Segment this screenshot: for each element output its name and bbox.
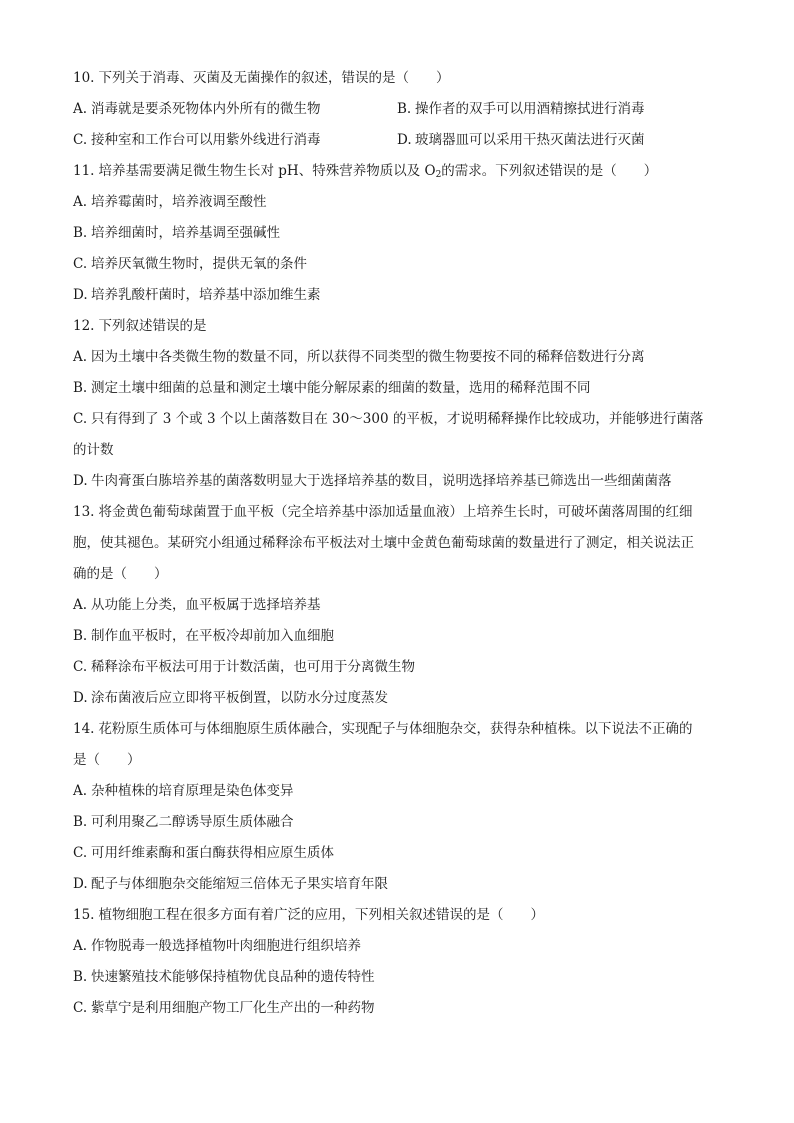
question-number: 12. <box>73 318 95 334</box>
question-number: 11. <box>73 163 95 179</box>
option-a: A. 因为土壤中各类微生物的数量不同，所以获得不同类型的微生物要按不同的稀释倍数进行分离 <box>73 349 645 365</box>
exam-page <box>73 63 723 1024</box>
option-d: D. 涂布菌液后应立即将平板倒置，以防水分过度蒸发 <box>73 690 388 706</box>
option-b: B. 测定土壤中细菌的总量和测定土壤中能分解尿素的细菌的数量，选用的稀释范围不同 <box>73 380 591 396</box>
question-10-options-row-1 <box>73 94 723 125</box>
option-d: D. 牛肉膏蛋白胨培养基的菌落数明显大于选择培养基的数目，说明选择培养基已筛选出一些细菌菌落 <box>73 473 672 489</box>
option-c: C. 只有得到了 3 个或 3 个以上菌落数目在 30～300 的平板，才说明稀释操作比较成功，并能够进行菌落 <box>73 411 704 427</box>
option-c: C. 培养厌氧微生物时，提供无氧的条件 <box>73 256 307 272</box>
option-c: C. 稀释涂布平板法可用于计数活菌，也可用于分离微生物 <box>73 659 415 675</box>
option-b: B. 快速繁殖技术能够保持植物优良品种的遗传特性 <box>73 969 375 985</box>
option-d: D. 配子与体细胞杂交能缩短三倍体无子果实培育年限 <box>73 876 388 892</box>
question-13-stem-line-3: 确的是（ ） <box>73 566 168 582</box>
question-number: 13. <box>73 504 95 520</box>
option-b: B. 可利用聚乙二醇诱导原生质体融合 <box>73 814 294 830</box>
option-a: A. 消毒就是要杀死物体内外所有的微生物 <box>73 101 321 117</box>
option-a: A. 培养霉菌时，培养液调至酸性 <box>73 194 267 210</box>
question-10-stem <box>73 63 723 94</box>
question-14-stem: 14. 花粉原生质体可与体细胞原生质体融合，实现配子与体细胞杂交，获得杂种植株。以下说法不正确的 <box>73 721 693 737</box>
question-number: 14. <box>73 721 95 737</box>
option-d: D. 玻璃器皿可以采用干热灭菌法进行灭菌 <box>397 132 645 148</box>
option-a: A. 作物脱毒一般选择植物叶肉细胞进行组织培养 <box>73 938 361 954</box>
option-a: A. 杂种植株的培育原理是染色体变异 <box>73 783 294 799</box>
question-number: 15. <box>73 907 95 923</box>
question-10-options-row-2 <box>73 125 723 156</box>
question-14-stem-line-2: 是（ ） <box>73 752 141 768</box>
option-b: B. 培养细菌时，培养基调至强碱性 <box>73 225 280 241</box>
option-d: D. 培养乳酸杆菌时，培养基中添加维生素 <box>73 287 321 303</box>
option-c: C. 紫草宁是利用细胞产物工厂化生产出的一种药物 <box>73 1000 375 1016</box>
option-a: A. 从功能上分类，血平板属于选择培养基 <box>73 597 321 613</box>
question-11-stem: 11. 培养基需要满足微生物生长对 pH、特殊营养物质以及 $O_2$的需求。下列叙述错误的是（ ） <box>73 163 658 180</box>
option-b: B. 操作者的双手可以用酒精擦拭进行消毒 <box>397 101 645 117</box>
question-13-stem-line-2: 胞，使其褪色。某研究小组通过稀释涂布平板法对土壤中金黄色葡萄球菌的数量进行了测定，相关说法正 <box>73 535 694 551</box>
question-13-stem: 13. 将金黄色葡萄球菌置于血平板（完全培养基中添加适量血液）上培养生长时，可破坏菌落周围的红细 <box>73 504 693 520</box>
question-15-stem: 15. 植物细胞工程在很多方面有着广泛的应用，下列相关叙述错误的是（ ） <box>73 907 544 923</box>
option-c: C. 可用纤维素酶和蛋白酶获得相应原生质体 <box>73 845 334 861</box>
option-c: C. 接种室和工作台可以用紫外线进行消毒 <box>73 132 321 148</box>
question-12-stem: 12. 下列叙述错误的是 <box>73 318 207 334</box>
question-number: 10. <box>73 70 95 86</box>
question-text: 下列关于消毒、灭菌及无菌操作的叙述，错误的是（ ） <box>98 70 450 86</box>
option-b: B. 制作血平板时，在平板冷却前加入血细胞 <box>73 628 334 644</box>
option-c-continuation: 的计数 <box>73 442 114 458</box>
